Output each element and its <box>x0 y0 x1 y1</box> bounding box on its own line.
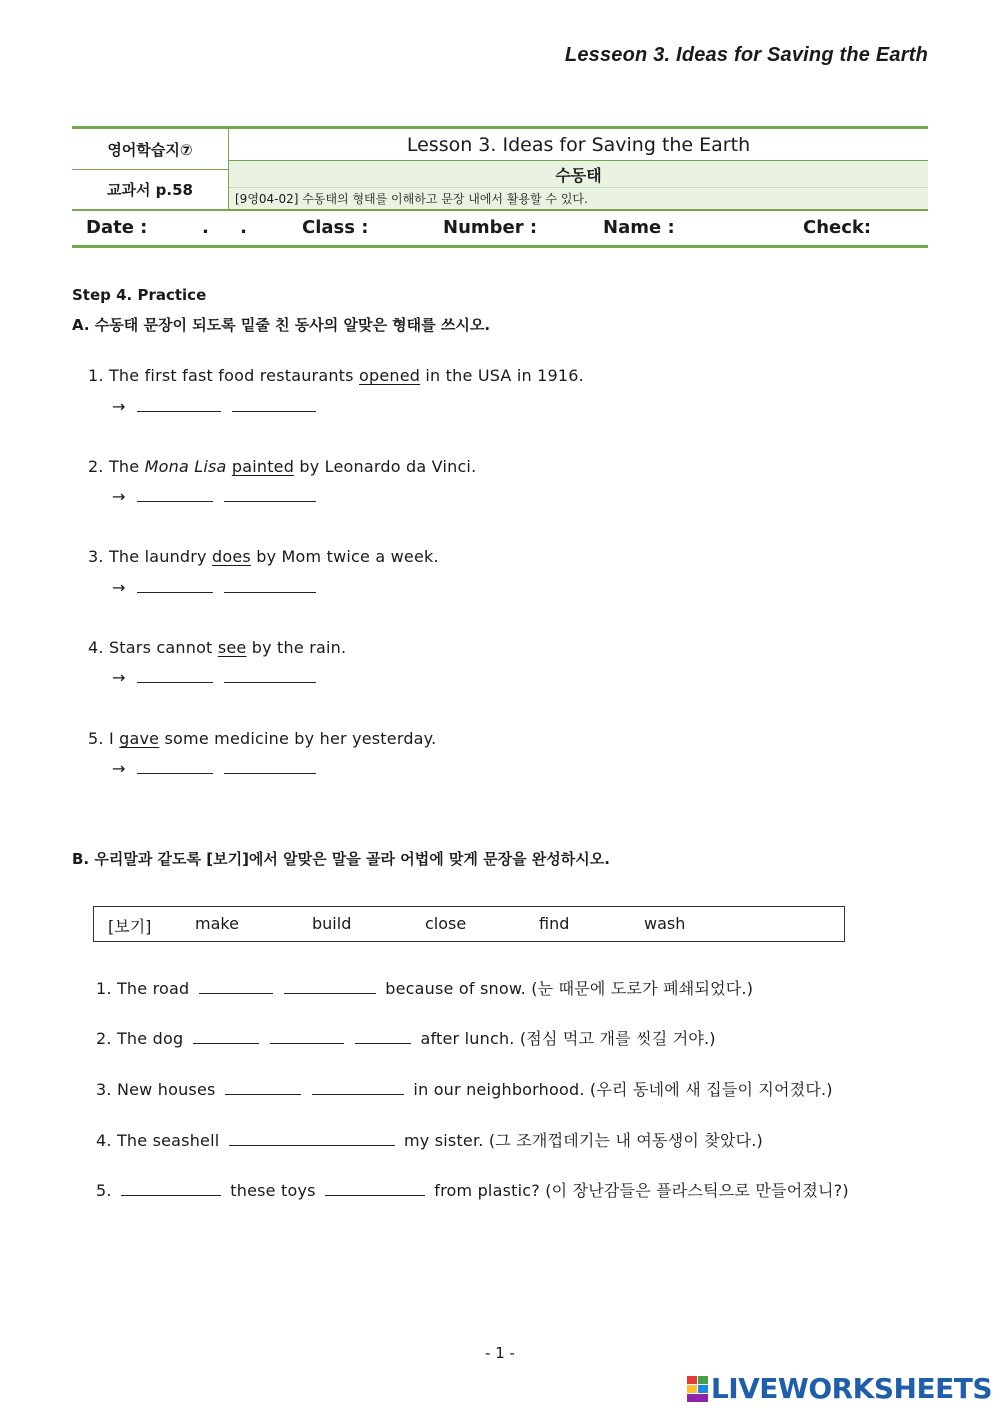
standard-text: [9영04-02] 수동태의 형태를 이해하고 문장 내에서 활용할 수 있다. <box>229 188 928 209</box>
underlined-verb: opened <box>358 366 421 385</box>
a-item-2: 2. The Mona Lisa painted by Leonardo da Vinci. <box>88 457 477 476</box>
liveworksheets-logo[interactable] <box>687 1372 992 1405</box>
a-item-3: 3. The laundry does by Mom twice a week. <box>88 547 439 566</box>
student-info-row <box>72 211 928 245</box>
step-heading: Step 4. Practice <box>72 286 207 304</box>
arrow-icon: → <box>112 668 126 687</box>
a-item-4: 4. Stars cannot see by the rain. <box>88 638 347 657</box>
b-item-4: 4. The seashell my sister. (그 조개껍데기는 내 여동생이 찾았다.) <box>96 1131 763 1150</box>
worksheet-label: 영어학습지⑦ <box>107 140 193 159</box>
date-label: Date : <box>86 217 148 238</box>
b-item-1: 1. The road because of snow. (눈 때문에 도로가 폐쇄되었다.) <box>96 979 754 998</box>
underlined-verb: does <box>212 547 251 566</box>
section-b-instruction: B. 우리말과 같도록 [보기]에서 알맞은 말을 골라 어법에 맞게 문장을 완성하시오. <box>72 850 610 868</box>
arrow-icon: → <box>112 759 126 778</box>
answer-blank[interactable] <box>284 979 376 994</box>
a-answer-2 <box>112 487 316 506</box>
number-label: Number : <box>443 217 538 238</box>
underlined-verb: see <box>217 638 247 657</box>
lesson-header: Lesseon 3. Ideas for Saving the Earth <box>564 44 928 66</box>
a-answer-1 <box>112 397 316 416</box>
answer-blank[interactable] <box>355 1029 411 1044</box>
word-option: wash <box>644 914 686 933</box>
header-table <box>72 126 928 248</box>
name-label: Name : <box>603 217 675 238</box>
underlined-verb: gave <box>119 729 160 748</box>
answer-blank[interactable] <box>224 668 316 683</box>
underlined-verb: painted <box>231 457 295 476</box>
a-answer-4 <box>112 668 316 687</box>
answer-blank[interactable] <box>137 668 213 683</box>
arrow-icon: → <box>112 487 126 506</box>
answer-blank[interactable] <box>270 1029 344 1044</box>
b-item-5: 5. these toys from plastic? (이 장난감들은 플라스틱으로 만들어졌니?) <box>96 1181 849 1200</box>
textbook-label: 교과서 p.58 <box>106 181 193 199</box>
word-option: build <box>312 914 352 933</box>
word-option: find <box>539 914 570 933</box>
answer-blank[interactable] <box>232 397 316 412</box>
answer-blank[interactable] <box>199 979 273 994</box>
answer-blank[interactable] <box>137 578 213 593</box>
answer-blank[interactable] <box>224 759 316 774</box>
a-item-1: 1. The first fast food restaurants opened in the USA in 1916. <box>88 366 584 385</box>
arrow-icon: → <box>112 397 126 416</box>
answer-blank[interactable] <box>224 487 316 502</box>
logo-text: LIVEWORKSHEETS <box>710 1372 992 1405</box>
liveworksheets-logo-icon <box>687 1376 709 1402</box>
worksheet-title: Lesson 3. Ideas for Saving the Earth <box>406 133 751 156</box>
word-box-label: [보기] <box>108 917 152 936</box>
word-box <box>93 906 845 942</box>
answer-blank[interactable] <box>137 759 213 774</box>
answer-blank[interactable] <box>312 1080 404 1095</box>
word-option: make <box>195 914 239 933</box>
page-number: - 1 - <box>485 1344 515 1362</box>
answer-blank[interactable] <box>121 1181 221 1196</box>
topic-label: 수동태 <box>229 161 928 187</box>
check-label: Check: <box>803 217 872 238</box>
b-item-2: 2. The dog after lunch. (점심 먹고 개를 씻길 거야.) <box>96 1029 716 1048</box>
a-answer-3 <box>112 578 316 597</box>
answer-blank[interactable] <box>225 1080 301 1095</box>
date-dots: . . <box>202 217 248 238</box>
answer-blank[interactable] <box>224 578 316 593</box>
answer-blank[interactable] <box>193 1029 259 1044</box>
class-label: Class : <box>302 217 369 238</box>
b-item-3: 3. New houses in our neighborhood. (우리 동네에 새 집들이 지어졌다.) <box>96 1080 833 1099</box>
answer-blank[interactable] <box>229 1131 395 1146</box>
answer-blank[interactable] <box>137 487 213 502</box>
word-option: close <box>425 914 467 933</box>
arrow-icon: → <box>112 578 126 597</box>
answer-blank[interactable] <box>137 397 221 412</box>
a-answer-5 <box>112 759 316 778</box>
a-item-5: 5. I gave some medicine by her yesterday. <box>88 729 437 748</box>
answer-blank[interactable] <box>325 1181 425 1196</box>
section-a-instruction: A. 수동태 문장이 되도록 밑줄 친 동사의 알맞은 형태를 쓰시오. <box>72 316 491 334</box>
